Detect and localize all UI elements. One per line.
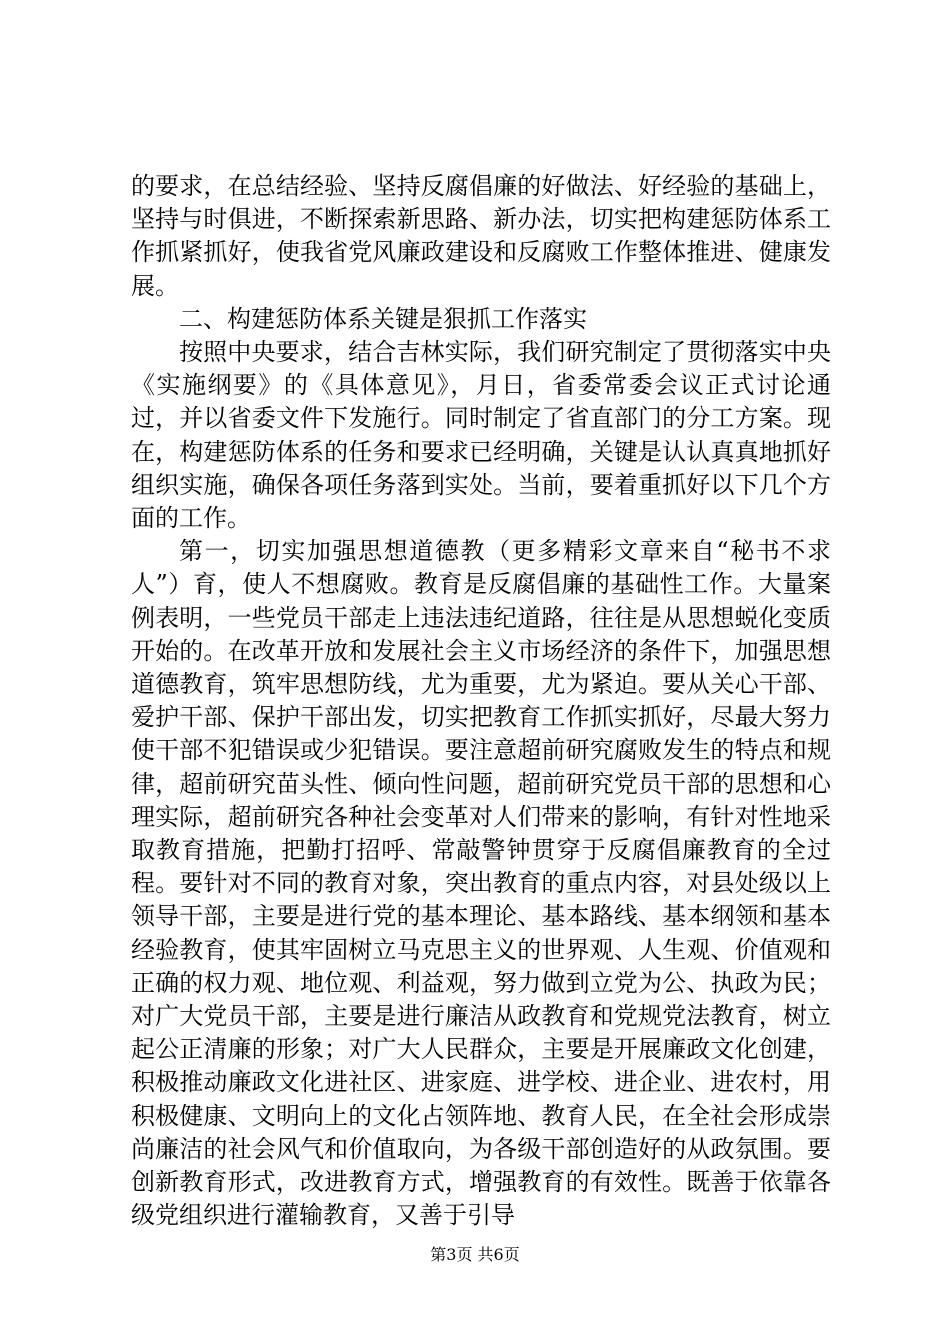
- paragraph-first-point: 第一，切实加强思想道德教（更多精彩文章来自“秘书不求人”）育，使人不想腐败。教育是反腐倡廉的基础性工作。大量案例表明，一些党员干部走上违法违纪道路，往往是从思想蜕化变质开始的。在改革开放和发展社会主义市场经济的条件下，加强思想道德教育，筑牢思想防线，尤为重要，尤为紧迫。要从关心干部、爱护干部、保护干部出发，切实把教育工作抓实抓好，尽最大努力使干部不犯错误或少犯错误。要注意超前研究腐败发生的特点和规律，超前研究苗头性、倾向性问题，超前研究党员干部的思想和心理实际，超前研究各种社会变革对人们带来的影响，有针对性地采取教育措施，把勤打招呼、常敲警钟贯穿于反腐倡廉教育的全过程。要针对不同的教育对象，突出教育的重点内容，对县处级以上领导干部，主要是进行党的基本理论、基本路线、基本纲领和基本经验教育，使其牢固树立马克思主义的世界观、人生观、价值观和正确的权力观、地位观、利益观，努力做到立党为公、执政为民；对广大党员干部，主要是进行廉洁从政教育和党规党法教育，树立起公正清廉的形象；对广大人民群众，主要是开展廉政文化创建，积极推动廉政文化进社区、进家庭、进学校、进企业、进农村，用积极健康、文明向上的文化占领阵地、教育人民，在全社会形成崇尚廉洁的社会风气和价值取向，为各级干部创造好的从政氛围。要创新教育形式，改进教育方式，增强教育的有效性。既善于依靠各级党组织进行灌输教育，又善于引导: [131, 537, 831, 1230]
- paragraph-continuation: 的要求，在总结经验、坚持反腐倡廉的好做法、好经验的基础上，坚持与时俱进，不断探索新思路、新办法，切实把构建惩防体系工作抓紧抓好，使我省党风廉政建设和反腐败工作整体推进、健康发展。: [131, 172, 831, 300]
- page-number-footer: 第3页 共6页: [430, 1245, 520, 1264]
- paragraph-implementation: 按照中央要求，结合吉林实际，我们研究制定了贯彻落实中央《实施纲要》的《具体意见》，月日，省委常委会议正式讨论通过，并以省委文件下发施行。同时制定了省直部门的分工方案。现在，构建惩防体系的任务和要求已经明确，关键是认认真真地抓好组织实施，确保各项任务落到实处。当前，要着重抓好以下几个方面的工作。: [131, 338, 831, 533]
- document-body: [131, 170, 831, 1233]
- section-heading: 二、构建惩防体系关键是狠抓工作落实: [179, 304, 587, 333]
